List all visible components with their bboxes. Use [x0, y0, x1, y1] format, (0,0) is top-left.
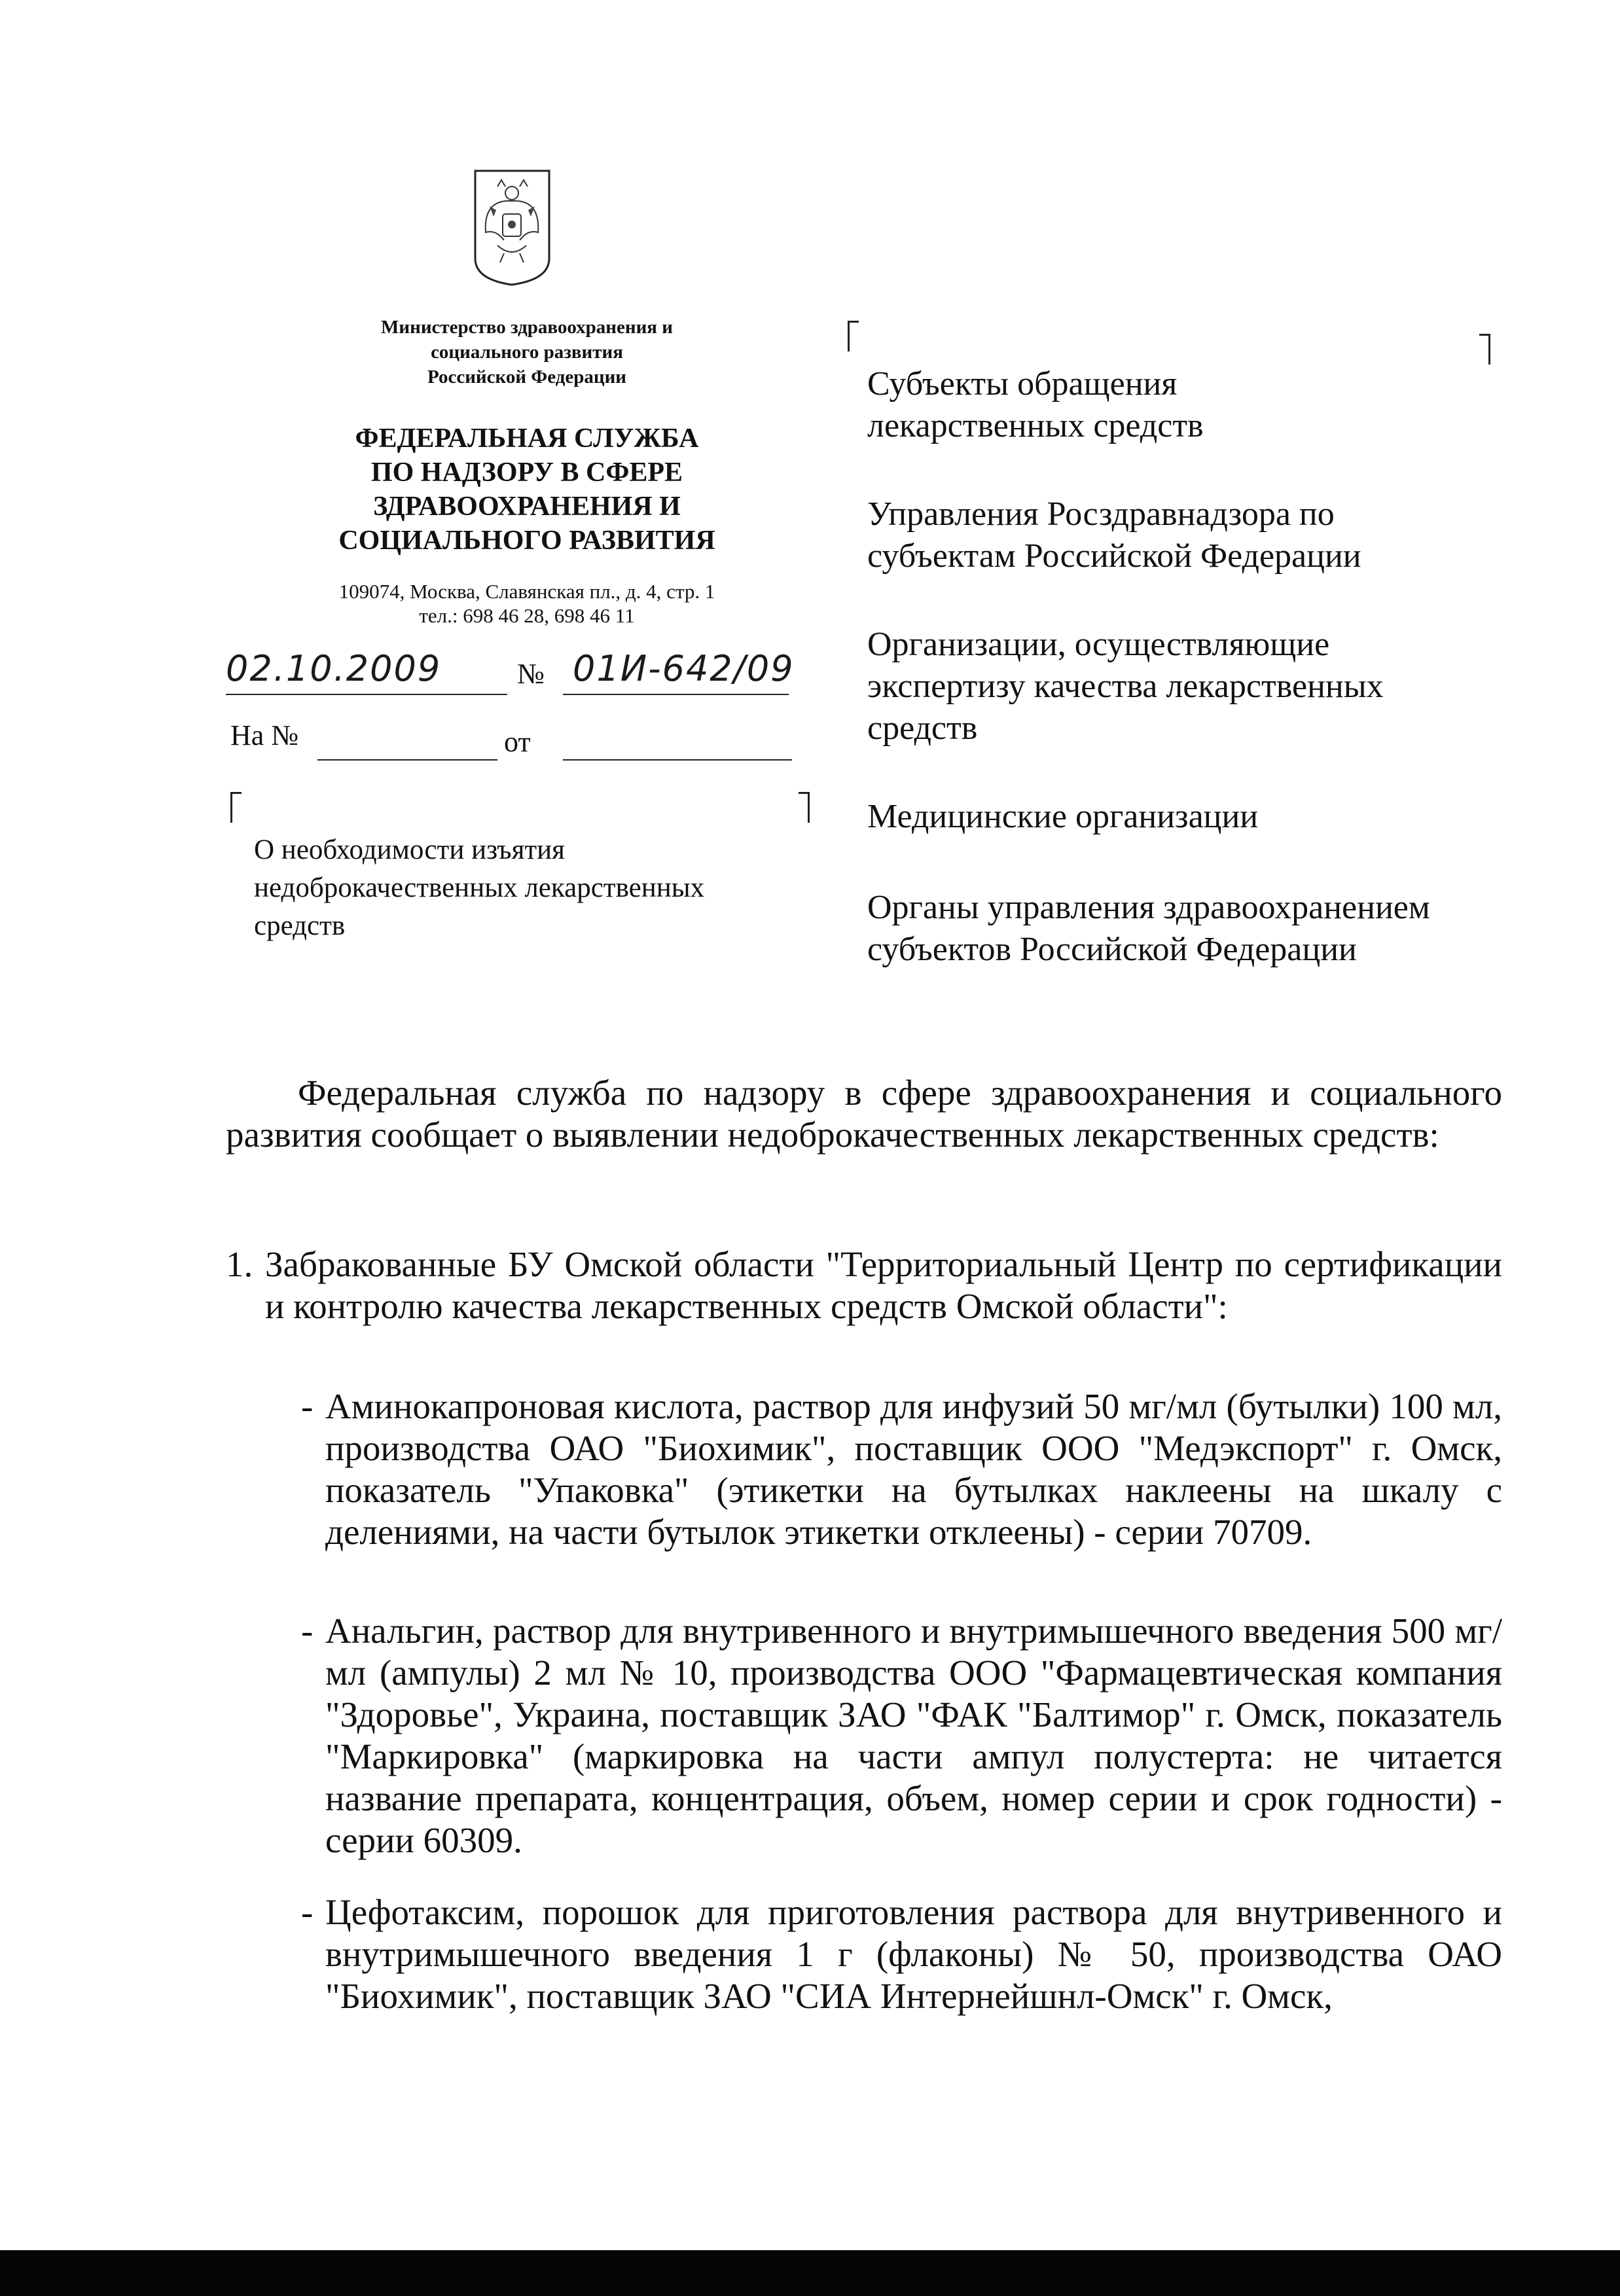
service-name-line-1: ФЕДЕРАЛЬНАЯ СЛУЖБА: [355, 423, 699, 454]
registration-number: 01И-642/09: [573, 648, 795, 689]
reply-from-label: от: [504, 726, 531, 758]
ministry-name-line-2: социального развития: [431, 342, 623, 363]
service-address: 109074, Москва, Славянская пл., д. 4, стр. 1: [338, 580, 715, 603]
ministry-name-line-1: Министерство здравоохранения и: [381, 317, 673, 338]
recipient-corner-left: [848, 321, 859, 351]
reply-number-blank: [317, 759, 497, 761]
service-name-line-2: ПО НАДЗОРУ В СФЕРЕ: [370, 457, 683, 488]
item-1-number: 1.: [226, 1244, 253, 1284]
recipient-3-line-3: средств: [867, 709, 978, 747]
recipient-2-line-2: субъектам Российской Федерации: [867, 537, 1361, 575]
recipient-2-line-1: Управления Росздравнадзора по: [867, 495, 1335, 533]
reply-from-blank: [563, 759, 792, 761]
registration-date: 02.10.2009: [226, 648, 442, 689]
scan-bottom-bar: [0, 2250, 1620, 2296]
subitem-1-dash: -: [301, 1386, 314, 1426]
ministry-name-line-3: Российской Федерации: [427, 367, 626, 387]
reply-number-label: На №: [230, 719, 299, 751]
subject-line-1: О необходимости изъятия: [254, 834, 565, 865]
subject-corner-left: [230, 792, 242, 823]
recipient-5-line-1: Органы управления здравоохранением: [867, 889, 1430, 926]
recipient-3-line-2: экспертизу качества лекарственных: [867, 668, 1384, 705]
subitem-2-dash: -: [301, 1611, 314, 1651]
subject-corner-right: [799, 792, 810, 823]
recipient-5-line-2: субъектов Российской Федерации: [867, 931, 1357, 968]
date-underline: [226, 694, 507, 695]
service-name-line-4: СОЦИАЛЬНОГО РАЗВИТИЯ: [338, 526, 715, 556]
item-1-text: Забракованные БУ Омской области "Территориальный Центр по сертификации и контролю качества лекарственных средств Омской области":: [265, 1244, 1502, 1326]
coat-of-arms-icon: [471, 167, 553, 288]
intro-paragraph: Федеральная служба по надзору в сфере здравоохранения и социального развития сообщает о выявлении недоброкачественных лекарственных средств:: [226, 1073, 1502, 1155]
number-sign: №: [517, 658, 545, 690]
subitem-2-text: Анальгин, раствор для внутривенного и внутримышечного введения 500 мг/мл (ампулы) 2 мл № 10, производства ООО "Фармацевтическая компания "Здоровье", Украина, поставщик ЗАО "ФАК "Балтимор" г. Омск, показатель "Маркировка" (маркировка на части ампул полустерта: не читается название препарата, концентрация, объем, номер серии и срок годности) - серии 60309.: [325, 1611, 1502, 1860]
service-phone: тел.: 698 46 28, 698 46 11: [419, 604, 635, 627]
subitem-3-text: Цефотаксим, порошок для приготовления раствора для внутривенного и внутримышечного введения 1 г (флаконы) № 50, производства ОАО "Биохимик", поставщик ЗАО "СИА Интернейшнл-Омск" г. Омск,: [325, 1892, 1502, 2016]
recipient-1-line-1: Субъекты обращения: [867, 365, 1178, 403]
number-underline: [563, 694, 789, 695]
subject-line-3: средств: [254, 910, 346, 941]
subject-line-2: недоброкачественных лекарственных: [254, 872, 705, 903]
recipient-1-line-2: лекарственных средств: [867, 407, 1204, 444]
recipient-3-line-1: Организации, осуществляющие: [867, 626, 1330, 663]
subitem-1-text: Аминокапроновая кислота, раствор для инфузий 50 мг/мл (бутылки) 100 мл, производства ОАО "Биохимик", поставщик ООО "Медэкспорт" г. Омск, показатель "Упаковка" (этикетки на бутылках наклеены на шкалу с делениями, на части бутылок этикетки отклеены) - серии 70709.: [325, 1386, 1502, 1552]
recipient-4-line-1: Медицинские организации: [867, 798, 1259, 835]
subitem-3-dash: -: [301, 1892, 314, 1932]
service-name-line-3: ЗДРАВООХРАНЕНИЯ И: [373, 492, 681, 522]
recipient-corner-right: [1479, 334, 1490, 365]
